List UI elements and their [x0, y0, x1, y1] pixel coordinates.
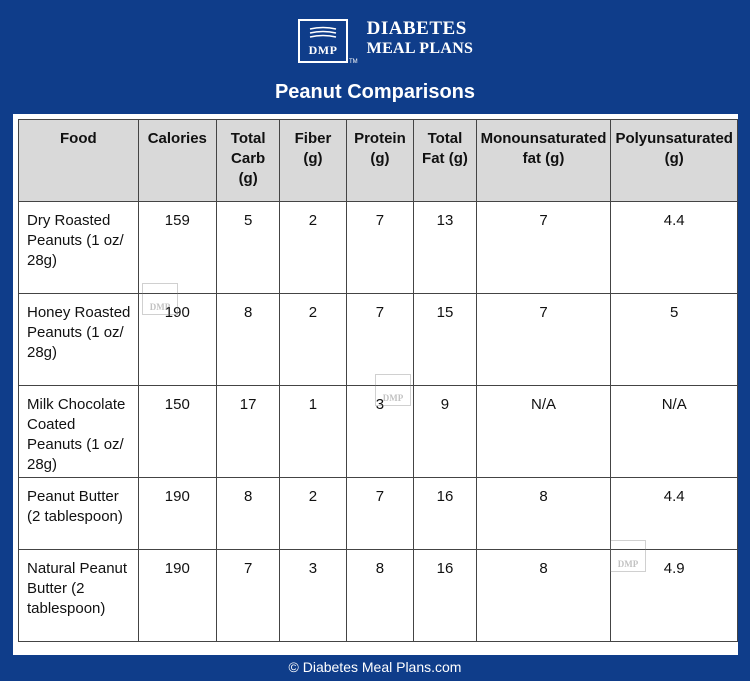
cell-total-carb: 17 [216, 386, 280, 478]
watermark-logo: DMP [610, 540, 646, 572]
cell-fiber: 2 [280, 202, 346, 294]
cell-total-fat: 13 [414, 202, 476, 294]
cell-total-carb: 7 [216, 550, 280, 642]
cell-monounsaturated: N/A [476, 386, 611, 478]
cell-total-fat: 9 [414, 386, 476, 478]
header-calories: Calories [138, 120, 216, 202]
cell-food: Milk Chocolate Coated Peanuts (1 oz/ 28g) [19, 386, 139, 478]
cell-monounsaturated: 7 [476, 294, 611, 386]
logo-emblem [298, 19, 348, 63]
cell-monounsaturated: 8 [476, 478, 611, 550]
cell-fiber: 2 [280, 478, 346, 550]
header-row [19, 120, 738, 202]
table-row [19, 294, 738, 386]
cell-calories: 190 [138, 550, 216, 642]
cell-calories: 190 [138, 294, 216, 386]
cell-total-carb: 5 [216, 202, 280, 294]
cell-protein: 8 [346, 550, 414, 642]
logo-trademark: TM [349, 59, 358, 65]
cell-fiber: 1 [280, 386, 346, 478]
logo-abbr: DMP [308, 43, 338, 57]
cell-monounsaturated: 7 [476, 202, 611, 294]
header-monounsaturated: Monounsaturated fat (g) [476, 120, 611, 202]
logo-line1: DIABETES [366, 18, 467, 39]
footer-copyright: © Diabetes Meal Plans.com [288, 659, 462, 675]
cell-monounsaturated: 8 [476, 550, 611, 642]
cell-total-carb: 8 [216, 294, 280, 386]
cell-polyunsaturated: 4.9 [611, 550, 738, 642]
table-row [19, 478, 738, 550]
cell-calories: 150 [138, 386, 216, 478]
cell-polyunsaturated: N/A [611, 386, 738, 478]
cell-calories: 159 [138, 202, 216, 294]
page-title: Peanut Comparisons [274, 81, 476, 103]
cell-polyunsaturated: 4.4 [611, 202, 738, 294]
cell-protein: 7 [346, 294, 414, 386]
cell-total-fat: 16 [414, 550, 476, 642]
cell-fiber: 3 [280, 550, 346, 642]
cell-total-fat: 15 [414, 294, 476, 386]
cell-food: Peanut Butter (2 tablespoon) [19, 478, 139, 550]
header-total-carb: Total Carb (g) [216, 120, 280, 202]
cell-polyunsaturated: 5 [611, 294, 738, 386]
header-total-fat: Total Fat (g) [414, 120, 476, 202]
header-fiber: Fiber (g) [280, 120, 346, 202]
cell-protein: 3 [346, 386, 414, 478]
brand-logo [298, 19, 473, 65]
cell-protein: 7 [346, 202, 414, 294]
cell-calories: 190 [138, 478, 216, 550]
logo-line2: MEAL PLANS [366, 40, 474, 57]
watermark-logo: DMP [375, 374, 411, 406]
header-protein: Protein (g) [346, 120, 414, 202]
cell-food: Dry Roasted Peanuts (1 oz/ 28g) [19, 202, 139, 294]
cell-total-carb: 8 [216, 478, 280, 550]
header-polyunsaturated: Polyunsaturated (g) [611, 120, 738, 202]
table-panel [13, 114, 738, 655]
cell-total-fat: 16 [414, 478, 476, 550]
table-row [19, 202, 738, 294]
header-food: Food [19, 120, 139, 202]
cell-food: Natural Peanut Butter (2 tablespoon) [19, 550, 139, 642]
cell-protein: 7 [346, 478, 414, 550]
watermark-logo: DMP [142, 283, 178, 315]
logo-wordmark [367, 19, 474, 59]
cell-food: Honey Roasted Peanuts (1 oz/ 28g) [19, 294, 139, 386]
cell-polyunsaturated: 4.4 [611, 478, 738, 550]
logo-plate-icon [308, 26, 338, 42]
cell-fiber: 2 [280, 294, 346, 386]
